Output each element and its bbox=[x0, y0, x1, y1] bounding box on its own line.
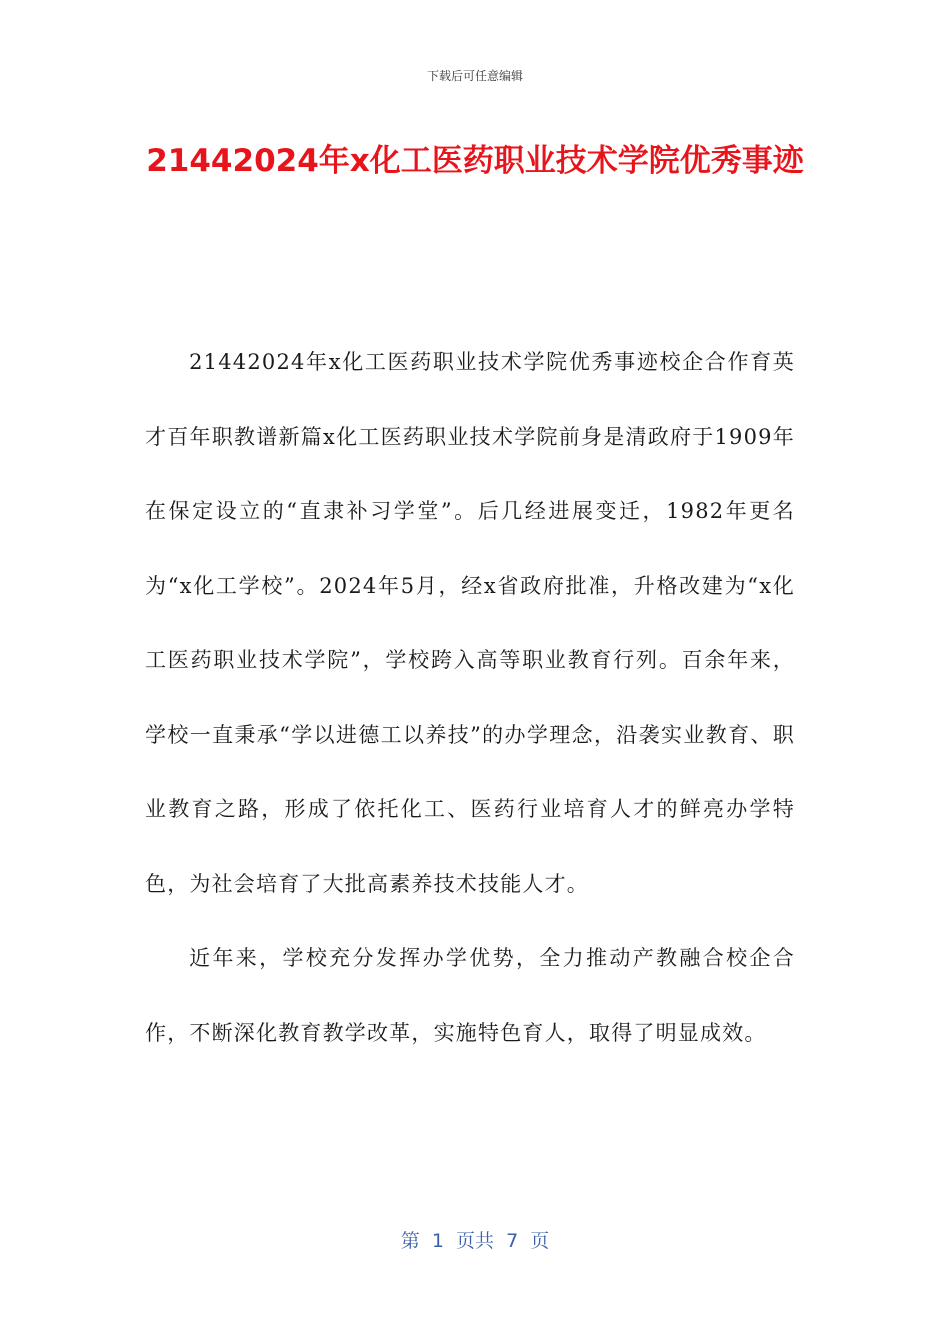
document-body bbox=[145, 325, 795, 1070]
page-header-note: 下载后可任意编辑 bbox=[426, 69, 523, 83]
body-paragraph-1: 21442024年x化工医药职业技术学院优秀事迹校企合作育英才百年职教谱新篇x化工医药职业技术学院前身是清政府于1909年在保定设立的“直隶补习学堂”。后几经进展变迁，1982年更名为“x化工学校”。2024年5月，经x省政府批准，升格改建为“x化工医药职业技术学院”，学校跨入高等职业教育行列。百余年来，学校一直秉承“学以进德工以养技”的办学理念，沿袭实业教育、职业教育之路，形成了依托化工、医药行业培育人才的鲜亮办学特色，为社会培育了大批高素养技术技能人才。 bbox=[145, 350, 795, 896]
body-paragraph-2: 近年来，学校充分发挥办学优势，全力推动产教融合校企合作，不断深化教育教学改革，实施特色育人，取得了明显成效。 bbox=[145, 946, 795, 1045]
document-title: 21442024年x化工医药职业技术学院优秀事迹 bbox=[146, 143, 804, 179]
page-number-footer: 第 1 页共 7 页 bbox=[400, 1230, 550, 1252]
